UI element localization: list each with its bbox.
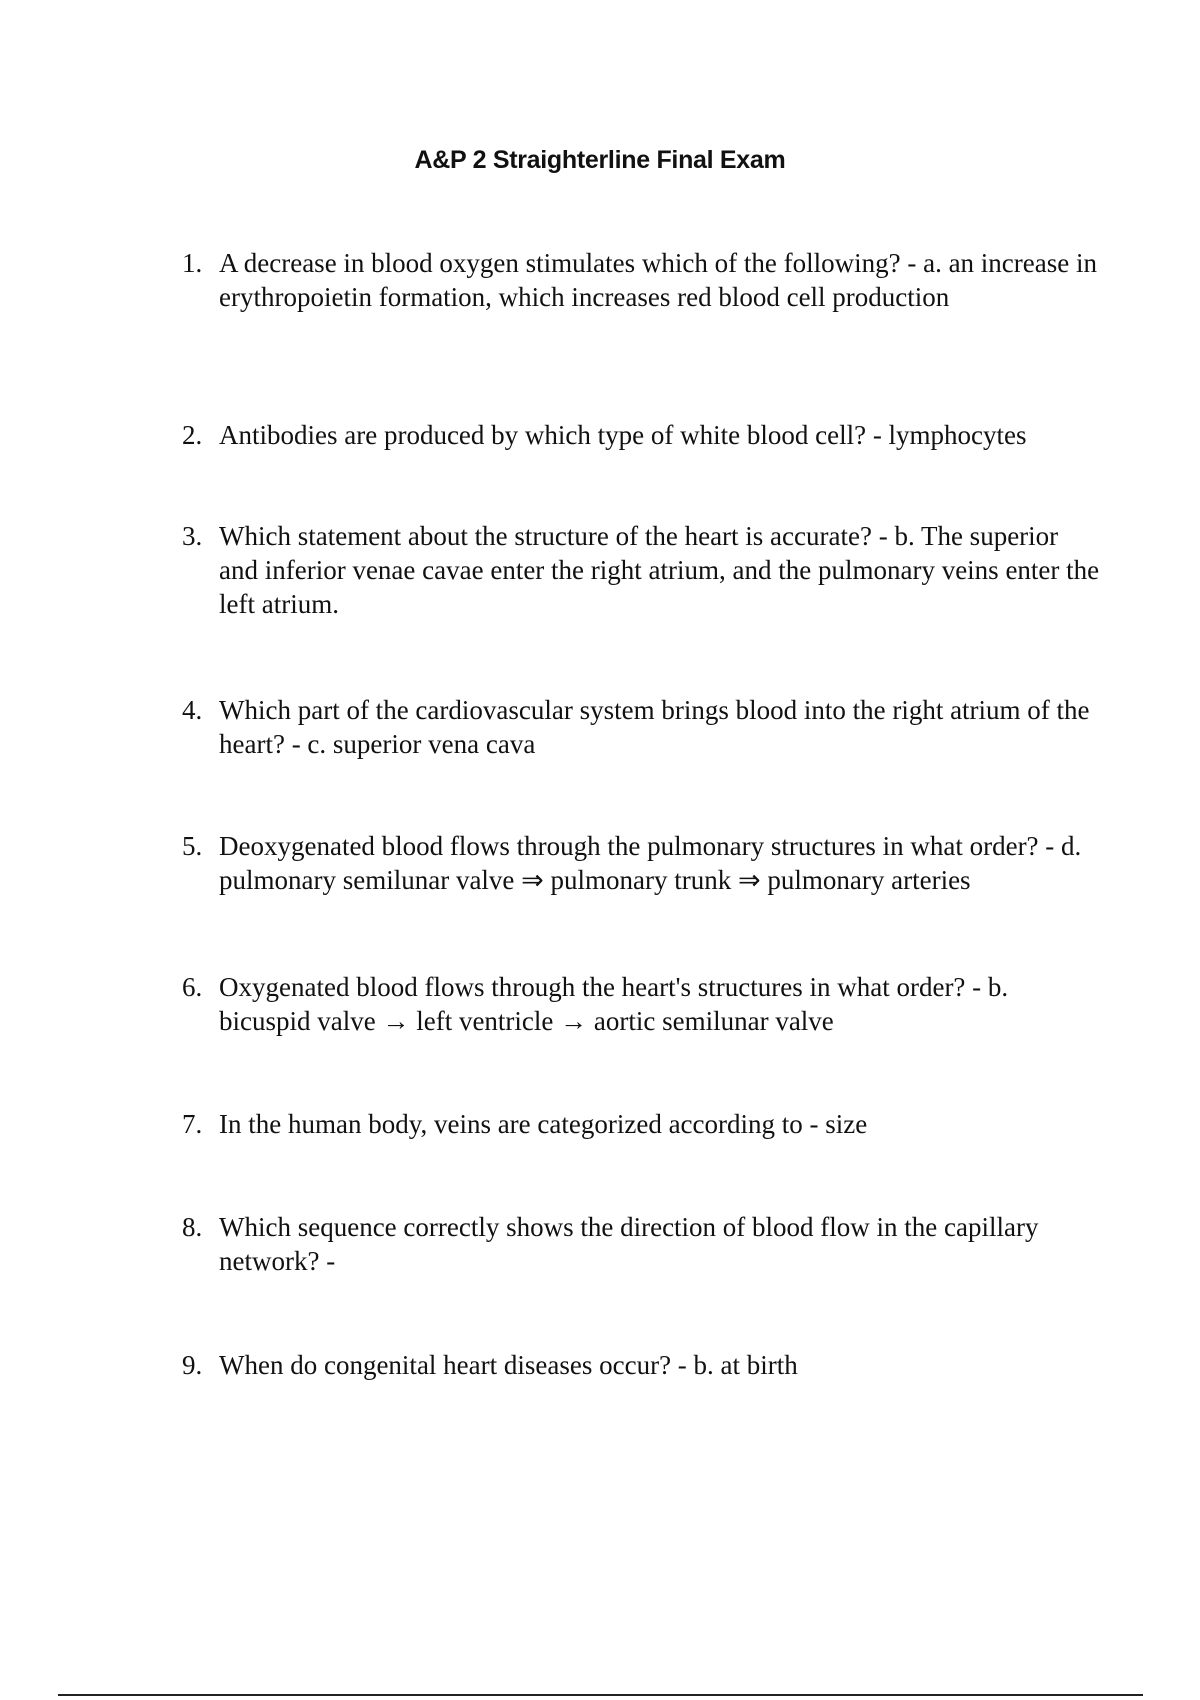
question-item-2 <box>182 418 1102 452</box>
question-item-3 <box>182 519 1102 621</box>
question-text: A decrease in blood oxygen stimulates which of the following? - a. an increase in erythropoietin formation, which increases red blood cell production <box>219 248 1097 312</box>
question-number: 2. <box>182 420 203 450</box>
question-item-8 <box>182 1210 1102 1278</box>
question-text: In the human body, veins are categorized according to - size <box>219 1109 868 1139</box>
question-item-7 <box>182 1107 1102 1141</box>
question-item-9 <box>182 1348 1102 1382</box>
footer-divider <box>58 1694 1143 1696</box>
question-text: Oxygenated blood flows through the heart's structures in what order? - b. bicuspid valve → left ventricle → aortic semilunar valve <box>219 972 1009 1036</box>
question-number: 6. <box>182 972 203 1002</box>
question-number: 1. <box>182 248 203 278</box>
question-number: 8. <box>182 1212 203 1242</box>
question-text: Which sequence correctly shows the direction of blood flow in the capillary network? - <box>219 1212 1039 1276</box>
question-text: Which part of the cardiovascular system brings blood into the right atrium of the heart? - c. superior vena cava <box>219 695 1090 759</box>
question-text: Deoxygenated blood flows through the pulmonary structures in what order? - d. pulmonary semilunar valve ⇒ pulmonary trunk ⇒ pulmonary arteries <box>219 831 1082 895</box>
question-item-5 <box>182 829 1102 897</box>
question-text: Antibodies are produced by which type of white blood cell? - lymphocytes <box>219 420 1027 450</box>
question-number: 7. <box>182 1109 203 1139</box>
question-number: 4. <box>182 695 203 725</box>
question-text: When do congenital heart diseases occur? - b. at birth <box>219 1350 798 1380</box>
question-number: 9. <box>182 1350 203 1380</box>
question-item-1 <box>182 246 1102 314</box>
question-text: Which statement about the structure of the heart is accurate? - b. The superior and inferior venae cavae enter the right atrium, and the pulmonary veins enter the left atrium. <box>219 521 1100 619</box>
question-number: 5. <box>182 831 203 861</box>
document-title: A&P 2 Straighterline Final Exam <box>414 146 786 174</box>
question-item-4 <box>182 693 1102 761</box>
question-number: 3. <box>182 521 203 551</box>
question-item-6 <box>182 970 1102 1038</box>
